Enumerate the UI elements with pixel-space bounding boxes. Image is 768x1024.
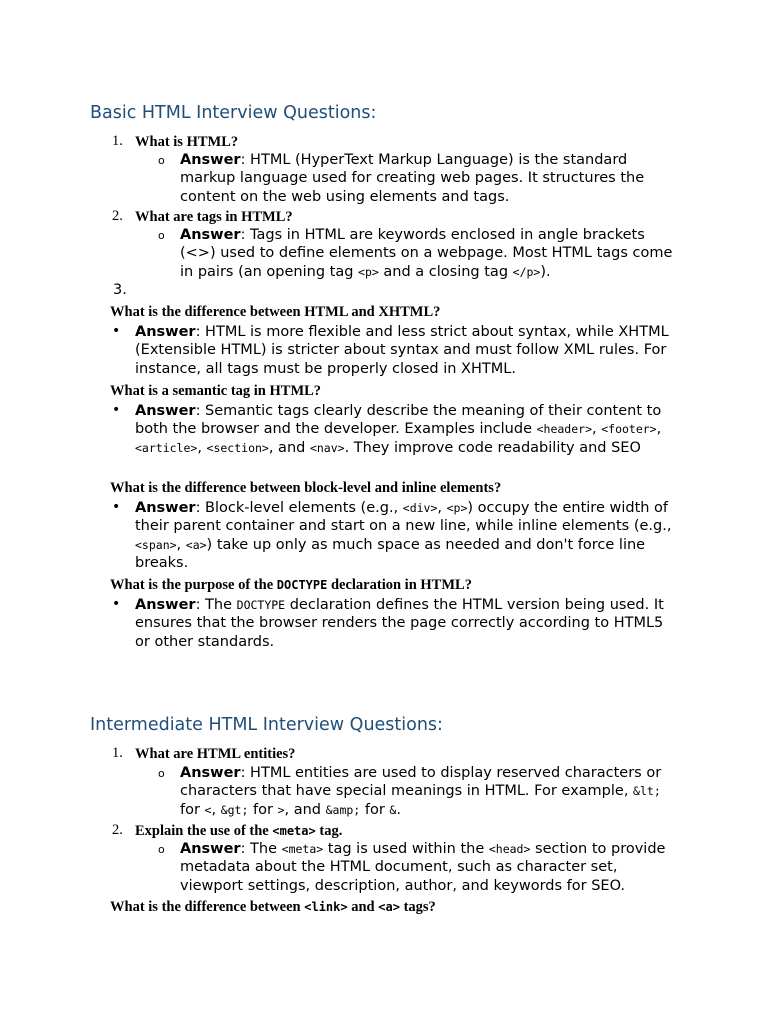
code-nav: <nav> [309,440,345,455]
separator: , and [268,439,310,456]
code-p-close: </p> [512,264,541,279]
answer-label: Answer [135,597,196,613]
circle-marker: o [158,843,165,856]
question-link-vs-a [110,898,436,916]
list-number: 1. [112,133,123,149]
code-article: <article> [135,440,198,455]
answer-html-vs-xhtml [135,323,680,378]
answer-text: ). [540,263,551,280]
code-meta: <meta> [272,824,316,838]
code-span: <span> [135,537,177,552]
separator: , [437,500,447,516]
code-entity-amp: &amp; [325,802,361,817]
answer-text: : Block-level elements (e.g., [195,500,403,516]
answer-text: , and [284,801,326,818]
separator: , [592,421,602,438]
answer-html-entities [180,764,680,819]
answer-text: ) occupy the entire width of their parent container and start on a new line, while inline elements (e.g., [135,500,672,535]
code-link: <link> [304,900,348,914]
answer-text: and a closing tag [378,263,513,280]
code-section: <section> [206,440,269,455]
answer-label: Answer [180,841,241,857]
answer-text: , [211,801,221,818]
code-doctype: DOCTYPE [236,598,286,612]
bullet-marker: • [112,499,121,515]
bullet-marker: • [112,596,121,612]
answer-text: : Tags in HTML are keywords enclosed in angle brackets (<>) used to define elements on a webpage. Most HTML tags come in pairs (an opening tag [180,227,673,280]
question-block-vs-inline: What is the difference between block-level and inline elements? [110,480,502,496]
question-text: tags? [399,899,436,915]
answer-label: Answer [135,403,196,419]
separator: , [656,421,662,438]
code-doctype: DOCTYPE [276,578,328,592]
question-what-is-html: What is HTML? [135,134,239,150]
answer-text: for [180,801,205,818]
code-meta: <meta> [281,842,324,856]
answer-text: tag is used within the [323,841,489,857]
question-text: Explain the use of the [135,823,273,839]
answer-text: . They improve code readability and SEO [344,439,641,456]
code-footer: <footer> [601,422,657,437]
answer-text: : HTML is more flexible and less strict about syntax, while XHTML (Extensible HTML) is stricter about syntax and must follow XML rules. For instance, all tags must be properly closed in XHTML. [135,324,669,377]
question-text: What is the difference between [110,899,305,915]
code-header: <header> [536,422,592,437]
answer-text: for [248,801,278,818]
code-div: <div> [402,501,438,515]
circle-marker: o [158,229,165,242]
circle-marker: o [158,154,165,167]
answer-text: : The [240,841,282,857]
question-tags: What are tags in HTML? [135,209,293,225]
answer-label: Answer [180,227,241,243]
answer-text: : HTML (HyperText Markup Language) is the standard markup language used for creating web pages. It structures the content on the web using elements and tags. [180,152,645,205]
answer-label: Answer [135,500,196,516]
code-gt: > [277,802,285,817]
list-number: 1. [112,745,123,761]
answer-doctype [135,596,680,651]
answer-label: Answer [180,152,241,168]
code-a: <a> [378,900,400,914]
bullet-marker: • [112,323,121,339]
answer-text: declaration defines the HTML version being used. It ensures that the browser renders the page correctly according to HTML5 or other standards. [135,597,664,650]
separator: , [197,439,207,456]
answer-block-vs-inline [135,499,680,572]
code-entity-lt: &lt; [633,784,661,799]
list-number: 3. [113,282,127,298]
answer-text: : HTML entities are used to display reserved characters or characters that have special meanings in HTML. For example, [180,765,662,800]
question-html-entities: What are HTML entities? [135,746,296,762]
answer-text: ) take up only as much space as needed and don't force line breaks. [135,536,646,571]
answer-text: for [360,801,390,818]
list-number: 2. [112,208,123,224]
question-text: What is the purpose of the [110,577,277,593]
circle-marker: o [158,767,165,780]
question-doctype [110,576,472,594]
question-text: declaration in HTML? [327,577,472,593]
question-text: and [347,899,379,915]
section-heading-basic: Basic HTML Interview Questions: [90,103,377,123]
answer-label: Answer [135,324,196,340]
answer-text: : The [195,597,237,613]
answer-text: : Semantic tags clearly describe the meaning of their content to both the browser and the developer. Examples include [135,403,662,438]
section-heading-intermediate: Intermediate HTML Interview Questions: [90,715,443,735]
answer-meta-tag [180,840,680,895]
answer-label: Answer [180,765,241,781]
answer-text: section to provide metadata about the HTML document, such as character set, viewport settings, description, author, and keywords for SEO. [180,841,666,894]
list-number: 2. [112,822,123,838]
answer-tags [180,226,680,281]
code-p-open: <p> [358,264,379,279]
code-amp: & [389,802,397,817]
code-head: <head> [488,842,531,856]
code-lt: < [204,802,212,817]
question-meta-tag [135,822,342,840]
code-entity-gt: &gt; [220,802,249,817]
code-p: <p> [446,501,468,515]
code-a: <a> [185,537,207,552]
answer-what-is-html [180,151,680,206]
answer-text: . [396,801,401,818]
separator: , [176,536,186,553]
question-semantic-tag: What is a semantic tag in HTML? [110,383,322,399]
answer-semantic-tag [135,402,680,457]
question-html-vs-xhtml: What is the difference between HTML and XHTML? [110,304,441,320]
bullet-marker: • [112,402,121,418]
question-text: tag. [315,823,343,839]
